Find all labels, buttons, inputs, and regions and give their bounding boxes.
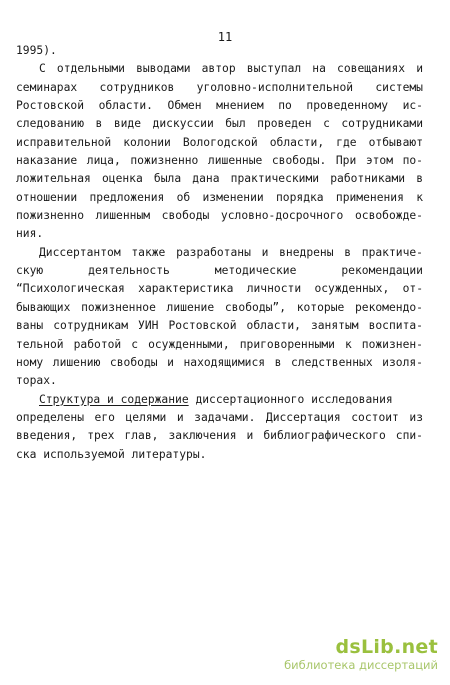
text-line: тельной работой с осужденными, приговоренными к пожизнен- [16,337,423,351]
watermark-logo: dsLib.net [335,636,438,658]
text-line: ска используемой литературы. [16,447,207,461]
text-line: ложительная оценка была дана практическими работниками в [16,172,423,186]
text-line: исправительной колонии Вологодской области, где отбывают [16,135,423,149]
text-line: семинарах сотрудников уголовно-исполнительной системы [16,80,423,94]
text-line: С отдельными выводами автор выступал на совещаниях и [39,62,423,76]
paragraph-1 [16,60,423,243]
document-body [16,42,423,464]
section-heading-underlined: Структура и содержание [39,392,189,406]
watermark [284,636,438,672]
text-line: ния. [16,227,44,241]
text-line: введения, трех глав, заключения и библиографического спи- [16,429,423,443]
paragraph-2 [16,244,423,391]
text-line: следованию в виде дискуссии был проведен с сотрудниками [16,117,423,131]
watermark-subtitle: библиотека диссертаций [284,658,438,672]
text-line: “Психологическая характеристика личности осужденных, от- [16,282,423,296]
text-line: определены его целями и задачами. Диссертация состоит из [16,410,423,424]
text-line: ваны сотрудникам УИН Ростовской области, занятым воспита- [16,319,423,333]
paragraph-3 [16,391,423,464]
page-number: 11 [217,30,233,44]
text-line [16,391,423,409]
text-line: отношении предложения об изменении порядка применения к [16,190,423,204]
text-line: пожизненно лишенным свободы условно-досрочного освобожде- [16,209,423,223]
text-line: наказание лица, пожизненно лишенные свободы. При этом по- [16,154,423,168]
text-line: Диссертантом также разработаны и внедрены в практиче- [39,245,423,259]
text-line: 1995). [16,44,57,57]
text-line: бывающих пожизненное лишение свободы”, которые рекомендо- [16,300,423,314]
text-line: торах. [16,374,57,388]
text-line: ному лишению свободы и находящимися в следственных изоля- [16,355,423,369]
text-fragment: диссертационного исследования [188,392,393,406]
text-line: Ростовской области. Обмен мнением по проведенному ис- [16,99,423,113]
text-line: скую деятельность методические рекомендации [16,264,423,278]
